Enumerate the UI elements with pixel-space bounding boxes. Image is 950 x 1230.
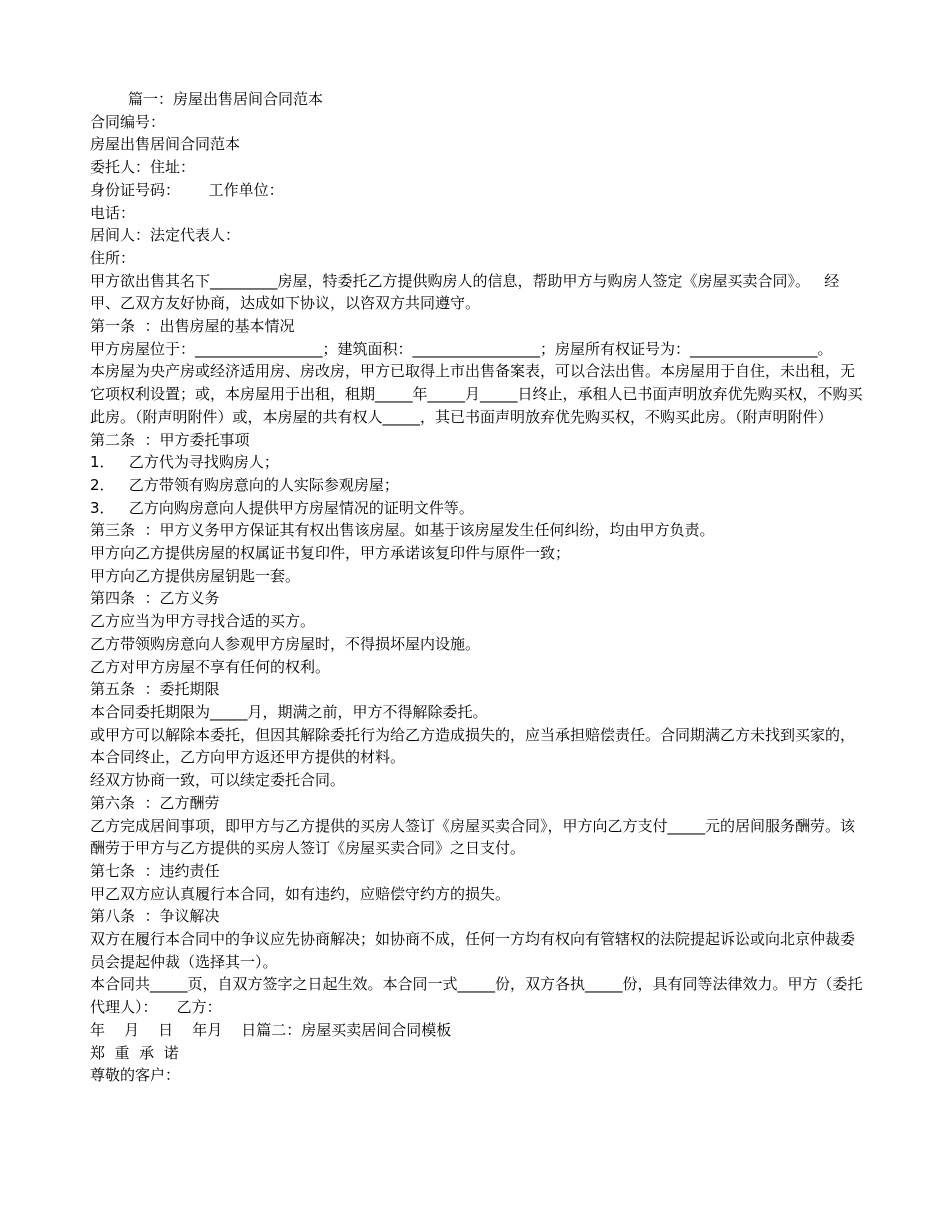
list-item: 3． 乙方向购房意向人提供甲方房屋情况的证明文件等。	[90, 498, 474, 517]
paragraph: 乙方带领购房意向人参观甲方房屋时，不得损坏屋内设施。	[90, 634, 481, 653]
property-location-line: 甲方房屋位于：_________________；建筑面积：_________________；房屋所有权证号为：_________________。	[90, 339, 833, 358]
signature-date-line: 年 月 日 年月 日篇二：房屋买卖居间合同模板	[90, 1020, 452, 1039]
article-4-heading: 第四条 ：乙方义务	[90, 589, 220, 608]
paragraph: 双方在履行本合同中的争议应先协商解决；如协商不成，任何一方均有权向有管辖权的法院提起诉讼或向北京仲裁委员会提起仲裁（选择其一）。	[90, 930, 856, 971]
intro-paragraph: 甲方欲出售其名下_________房屋，特委托乙方提供购房人的信息，帮助甲方与购房人签定《房屋买卖合同》。 经甲、乙双方友好协商，达成如下协议，以咨双方共同遵守。	[90, 271, 840, 313]
article-8-heading: 第八条 ：争议解决	[90, 907, 220, 926]
residence-line: 住所：	[90, 248, 136, 267]
list-item: 1． 乙方代为寻找购房人；	[90, 453, 279, 472]
client-address-line: 委托人：住址：	[90, 158, 196, 177]
solemn-promise-heading: 郑 重 承 诺	[90, 1043, 179, 1062]
article-5-heading: 第五条 ：委托期限	[90, 680, 220, 699]
broker-line: 居间人：法定代表人：	[90, 226, 241, 245]
greeting-line: 尊敬的客户：	[90, 1066, 181, 1085]
paragraph: 经双方协商一致，可以续定委托合同。	[90, 771, 346, 790]
paragraph: 甲方向乙方提供房屋的权属证书复印件，甲方承诺该复印件与原件一致；	[90, 544, 571, 563]
id-number-line: 身份证号码： 工作单位：	[90, 180, 284, 199]
article-7-heading: 第七条 ：违约责任	[90, 861, 220, 880]
paragraph: 甲方向乙方提供房屋钥匙一套。	[90, 566, 301, 585]
paragraph: 或甲方可以解除本委托，但因其解除委托行为给乙方造成损失的，应当承担赔偿责任。合同期满乙方未找到买家的，本合同终止，乙方向甲方返还甲方提供的材料。	[90, 725, 856, 767]
contract-title: 房屋出售居间合同范本	[90, 135, 241, 154]
article-1-heading: 第一条 ：出售房屋的基本情况	[90, 317, 295, 336]
property-status-paragraph: 本房屋为央产房或经济适用房、房改房，甲方已取得上市出售备案表，可以合法出售。本房屋用于自住，未出租，无它项权利设置；或，本房屋用于出租，租期_____年_____月_____日终止，承租人已书面声明放弃优先购买权，不购买此房。（附声明附件）或，本房屋的共有权人_____，其已书面声明放弃优先购买权，不购买此房。（附声明附件）	[90, 362, 863, 426]
paragraph: 乙方应当为甲方寻找合适的买方。	[90, 612, 316, 631]
document-page	[90, 88, 865, 1087]
paragraph: 本合同委托期限为_____月，期满之前，甲方不得解除委托。	[90, 702, 488, 721]
document-heading: 篇一：房屋出售居间合同范本	[128, 90, 324, 108]
phone-line: 电话：	[90, 203, 136, 222]
article-2-heading: 第二条 ：甲方委托事项	[90, 430, 250, 449]
list-item: 2． 乙方带领有购房意向的人实际参观房屋；	[90, 475, 399, 494]
paragraph: 乙方完成居间事项，即甲方与乙方提供的买房人签订《房屋买卖合同》，甲方向乙方支付_____元的居间服务酬劳。该酬劳于甲方与乙方提供的买房人签订《房屋买卖合同》之日支付。	[90, 816, 856, 858]
contract-number-label: 合同编号：	[90, 112, 166, 131]
article-3-heading: 第三条 ：甲方义务甲方保证其有权出售该房屋。如基于该房屋发生任何纠纷，均由甲方负责。	[90, 521, 715, 540]
paragraph: 甲乙双方应认真履行本合同，如有违约，应赔偿守约方的损失。	[90, 884, 511, 903]
article-6-heading: 第六条 ：乙方酬劳	[90, 793, 220, 812]
paragraph: 本合同共_____页，自双方签字之日起生效。本合同一式_____份，双方各执_____份，具有同等法律效力。甲方（委托代理人）： 乙方：	[90, 975, 863, 1017]
paragraph: 乙方对甲方房屋不享有任何的权利。	[90, 657, 331, 676]
